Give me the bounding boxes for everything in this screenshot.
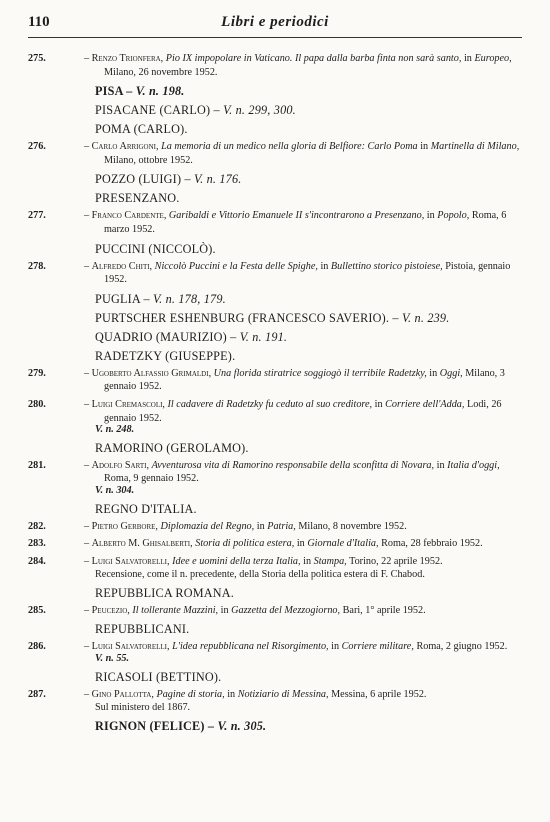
entry-author: Peucezio,	[91, 604, 130, 616]
heading-name: RADETZKY (GIUSEPPE).	[95, 348, 236, 363]
entry-periodical: Martinella di Milano,	[430, 141, 520, 153]
entry-details: Torino, 22 aprile 1952.	[349, 555, 443, 567]
entry-details: Milano, 8 novembre 1952.	[298, 520, 407, 532]
entry-287-note: Sul ministero del 1867.	[95, 702, 191, 714]
dash: –	[84, 604, 90, 616]
entry-number: 275.	[28, 53, 46, 64]
heading-repubblicani	[28, 621, 528, 637]
entry-number: 277.	[28, 210, 46, 222]
entry-278	[28, 260, 528, 287]
entry-285	[28, 604, 528, 618]
header-rule	[28, 37, 522, 38]
entry-periodical: Gazzetta del Mezzogiorno,	[231, 604, 341, 616]
heading-ref: V. n. 176.	[194, 172, 242, 187]
heading-presenzano	[28, 190, 528, 206]
entry-title: Una florida stiratrice soggiogò il terribile Radetzky,	[213, 367, 427, 379]
entry-details: Milano, ottobre 1952.	[104, 154, 193, 166]
entry-title: L'idea repubblicana nel Risorgimento,	[172, 641, 329, 653]
entry-title: Il tollerante Mazzini,	[132, 604, 219, 616]
entry-title: Garibaldi e Vittorio Emanuele II s'incontrarono a Presenzano,	[168, 210, 425, 222]
entry-title: Idee e uomini della terza Italia,	[172, 555, 301, 567]
entry-details: Milano, 26 novembre 1952.	[104, 66, 218, 78]
entry-286-ref: V. n. 55.	[95, 653, 130, 665]
heading-sep: –	[181, 172, 194, 187]
entry-number: 279.	[28, 367, 46, 379]
heading-name: PURTSCHER ESHENBURG (FRANCESCO SAVERIO).	[95, 310, 390, 325]
entry-title: Pagine di storia,	[156, 688, 225, 700]
heading-ref: V. n. 191.	[239, 329, 288, 344]
dash: –	[84, 398, 90, 410]
entry-author: Ugoberto Alfassio Grimaldi,	[91, 367, 212, 379]
heading-sep: –	[210, 103, 224, 118]
entry-title: La memoria di un medico nella gloria di Belfiore: Carlo Poma	[161, 141, 418, 153]
dash: –	[84, 260, 90, 272]
entry-number: 285.	[28, 604, 46, 616]
entry-number: 286.	[28, 641, 46, 653]
heading-ref: V. n. 299, 300.	[223, 103, 296, 118]
heading-ref: V. n. 239.	[401, 310, 450, 325]
entry-286	[28, 640, 528, 654]
entry-in: in	[331, 641, 340, 653]
entry-details: Milano, 3 gennaio 1952.	[104, 367, 505, 393]
entry-periodical: Italia d'oggi,	[447, 459, 500, 471]
entry-276	[28, 140, 528, 167]
entry-in: in	[220, 604, 229, 616]
entry-number: 281.	[28, 459, 46, 471]
dash: –	[84, 367, 90, 379]
entry-details: Roma, 6 marzo 1952.	[104, 210, 507, 235]
heading-puglia	[28, 291, 528, 307]
entry-284	[28, 555, 528, 569]
entry-periodical: Patria,	[267, 520, 296, 532]
entry-284-note: Recensione, come il n. precedente, della Storia della politica estera di F. Chabod.	[95, 569, 425, 581]
heading-name: PISACANE (CARLO)	[95, 103, 211, 118]
entry-281	[28, 459, 528, 486]
entry-number: 287.	[28, 688, 46, 700]
heading-ref: V. n. 305.	[217, 718, 267, 733]
dash: –	[84, 459, 90, 471]
heading-ricasoli	[28, 669, 528, 685]
heading-regno	[28, 501, 528, 517]
entry-282	[28, 520, 528, 534]
heading-sep: –	[122, 84, 136, 99]
entry-283	[28, 537, 528, 551]
heading-name: PUCCINI (NICCOLÒ).	[95, 241, 216, 256]
entry-details: Lodi, 26 gennaio 1952.	[104, 398, 502, 424]
entry-number: 283.	[28, 538, 46, 550]
entry-280	[28, 398, 528, 425]
entry-in: in	[374, 398, 383, 410]
entry-details: Pistoia, gennaio 1952.	[104, 260, 511, 286]
entry-number: 282.	[28, 520, 46, 532]
entry-in: in	[429, 367, 438, 379]
dash: –	[84, 555, 90, 567]
entry-in: in	[303, 555, 312, 567]
entry-periodical: Notiziario di Messina,	[237, 688, 329, 700]
dash: –	[84, 141, 90, 153]
heading-name: QUADRIO (MAURIZIO)	[95, 329, 227, 344]
entry-number: 280.	[28, 398, 46, 410]
entry-title: Pio IX impopolare in Vaticano. Il papa dalla barba finta non sarà santo,	[165, 53, 462, 64]
heading-purtscher	[28, 310, 528, 326]
heading-sep: –	[204, 718, 218, 733]
running-title: Libri e periodici	[221, 14, 329, 30]
dash: –	[84, 210, 90, 222]
entry-details: Bari, 1° aprile 1952.	[342, 604, 426, 616]
entry-periodical: Bullettino storico pistoiese,	[330, 260, 443, 272]
entry-author: Luigi Salvatorelli,	[91, 641, 170, 653]
entry-author: Adolfo Sarti,	[91, 459, 150, 471]
entry-number: 276.	[28, 141, 46, 153]
entry-title: Avventurosa vita di Ramorino responsabile della sconfitta di Novara,	[151, 459, 435, 471]
heading-puccini	[28, 241, 528, 257]
heading-repubblica-romana	[28, 585, 528, 601]
heading-name: RAMORINO (GEROLAMO).	[95, 440, 249, 455]
entry-title: Niccolò Puccini e la Festa delle Spighe,	[154, 260, 318, 272]
entry-in: in	[320, 260, 329, 272]
entry-275	[28, 52, 528, 79]
entry-280-ref: V. n. 248.	[95, 424, 135, 436]
entry-number: 284.	[28, 555, 46, 567]
heading-name: PISA	[95, 84, 123, 99]
heading-ref: V. n. 178, 179.	[153, 291, 226, 306]
entry-in: in	[296, 538, 305, 550]
heading-name: REPUBBLICA ROMANA.	[95, 585, 235, 600]
heading-radetzky	[28, 348, 528, 364]
entry-in: in	[227, 688, 236, 700]
heading-pozzo	[28, 171, 528, 187]
entry-in: in	[256, 520, 265, 532]
heading-name: REGNO D'ITALIA.	[95, 501, 197, 516]
entry-author: Luigi Salvatorelli,	[91, 555, 170, 567]
heading-quadrio	[28, 329, 528, 345]
dash: –	[84, 53, 90, 64]
heading-ramorino	[28, 440, 528, 456]
entry-periodical: Stampa,	[313, 555, 347, 567]
entry-author: Pietro Gerbore,	[91, 520, 158, 532]
entry-in: in	[436, 459, 445, 471]
entry-author: Alberto M. Ghisalberti,	[91, 538, 193, 550]
entry-details: Roma, 2 giugno 1952.	[416, 641, 508, 653]
heading-poma	[28, 121, 528, 137]
heading-name: POMA (CARLO).	[95, 122, 188, 137]
heading-sep: –	[226, 329, 240, 344]
heading-name: RICASOLI (BETTINO).	[95, 669, 222, 684]
entry-279	[28, 367, 528, 394]
heading-ref: V. n. 198.	[135, 84, 185, 99]
entry-author: Renzo Trionfera,	[91, 53, 164, 64]
entry-details: Roma, 28 febbraio 1952.	[381, 538, 483, 550]
heading-sep: –	[389, 310, 402, 325]
entry-in: in	[420, 141, 429, 153]
entry-details: Roma, 9 gennaio 1952.	[104, 473, 199, 485]
dash: –	[84, 538, 90, 550]
entry-periodical: Popolo,	[437, 210, 470, 222]
entry-author: Gino Pallotta,	[91, 688, 154, 700]
heading-name: PRESENZANO.	[95, 191, 180, 206]
entry-author: Franco Cardente,	[91, 210, 167, 222]
entry-periodical: Corriere militare,	[341, 641, 414, 653]
entry-277	[28, 209, 528, 236]
entry-title: Diplomazia del Regno,	[160, 520, 255, 532]
heading-name: PUGLIA	[95, 291, 141, 306]
entry-author: Alfredo Chiti,	[91, 260, 153, 272]
heading-name: REPUBBLICANI.	[95, 622, 190, 637]
entry-author: Carlo Arrigoni,	[91, 141, 159, 153]
heading-pisacane	[28, 102, 528, 118]
heading-pisa	[28, 83, 528, 99]
dash: –	[84, 688, 90, 700]
page-header	[28, 14, 522, 36]
heading-rignon	[28, 718, 528, 734]
entry-periodical: Europeo,	[474, 53, 512, 64]
entry-periodical: Oggi,	[439, 367, 463, 379]
entry-in: in	[463, 53, 472, 64]
entry-281-ref: V. n. 304.	[95, 484, 135, 496]
dash: –	[84, 641, 90, 653]
entry-periodical: Corriere dell'Adda,	[385, 398, 465, 410]
index-list	[28, 52, 528, 737]
entry-in: in	[426, 210, 435, 222]
entry-title: Storia di politica estera,	[195, 538, 295, 550]
heading-name: POZZO (LUIGI)	[95, 172, 182, 187]
entry-287	[28, 688, 528, 702]
entry-number: 278.	[28, 260, 46, 272]
heading-name: RIGNON (FELICE)	[95, 718, 205, 733]
entry-author: Luigi Cremascoli,	[91, 398, 165, 410]
entry-details: Messina, 6 aprile 1952.	[331, 688, 427, 700]
page-number: 110	[28, 14, 50, 30]
heading-sep: –	[140, 291, 154, 306]
entry-periodical: Giornale d'Italia,	[307, 538, 379, 550]
dash: –	[84, 520, 90, 532]
entry-title: Il cadavere di Radetzky fu ceduto al suo creditore,	[167, 398, 373, 410]
